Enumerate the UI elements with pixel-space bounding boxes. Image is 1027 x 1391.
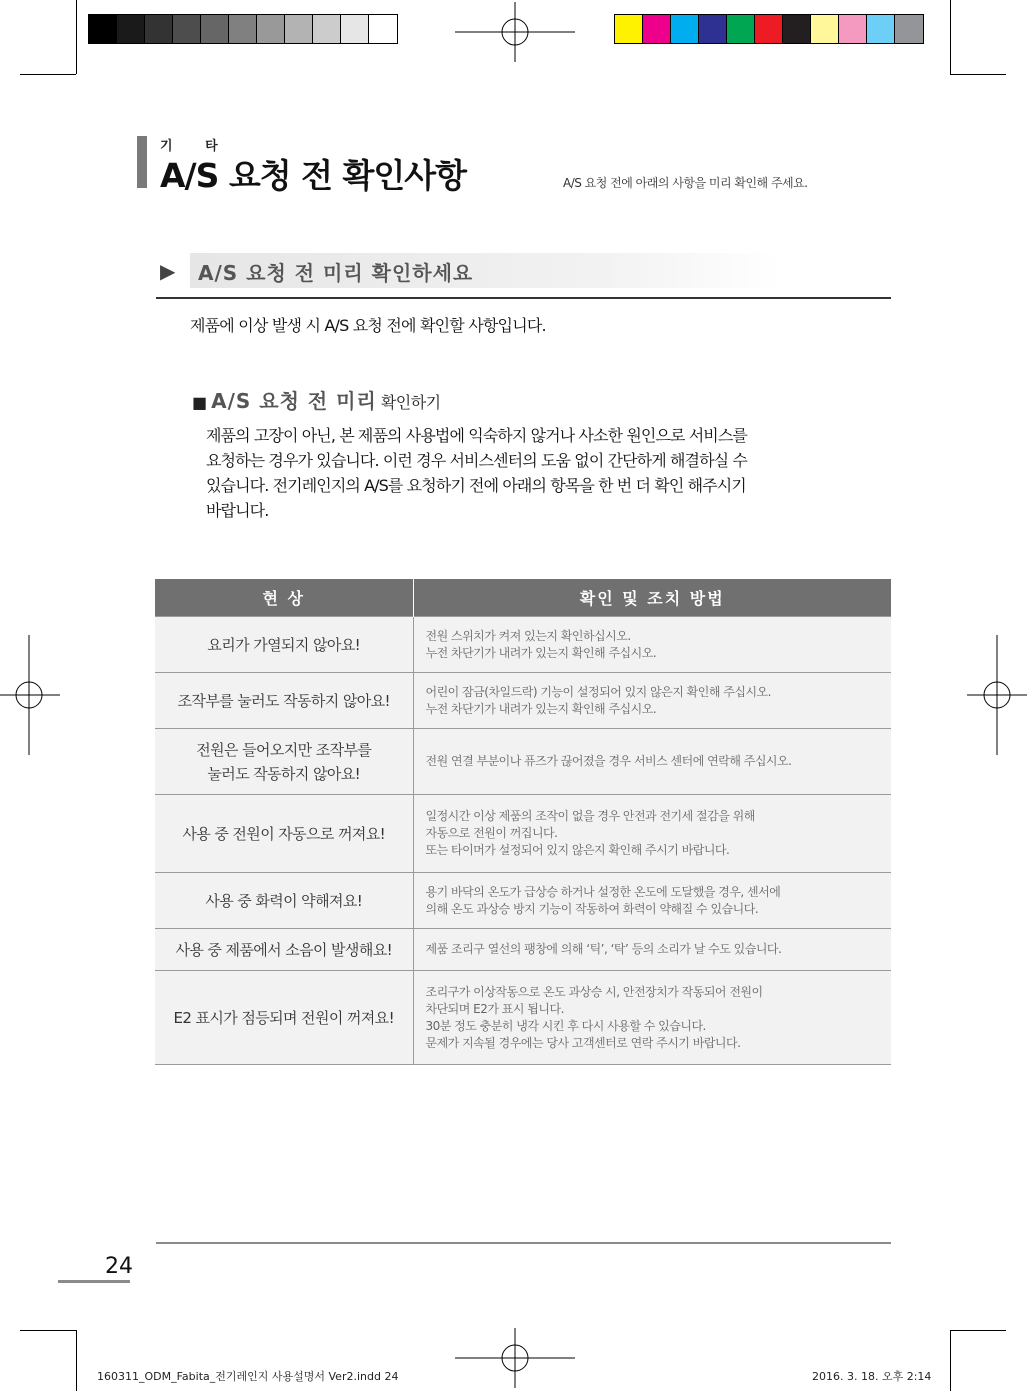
action-cell xyxy=(413,929,891,971)
table-row xyxy=(155,873,891,929)
color-swatch xyxy=(615,15,643,43)
action-text: 의해 온도 과상승 방지 기능이 작동하여 화력이 약해질 수 있습니다. xyxy=(425,901,759,916)
action-text: 제품 조리구 열선의 팽창에 의해 ‘틱’, ‘탁’ 등의 소리가 날 수도 있습니다. xyxy=(425,942,782,956)
action-text: 누전 차단기가 내려가 있는지 확인해 주십시오. xyxy=(425,645,657,660)
color-swatch xyxy=(341,15,369,43)
symptom-text: 사용 중 제품에서 소음이 발생해요! xyxy=(175,940,393,959)
symptom-text: 요리가 가열되지 않아요! xyxy=(207,635,361,654)
symptom-cell xyxy=(155,729,413,795)
page-title: A/S 요청 전 확인사항 xyxy=(160,156,466,195)
troubleshooting-table xyxy=(155,579,891,1065)
table-row xyxy=(155,729,891,795)
color-swatch xyxy=(727,15,755,43)
action-text: 자동으로 전원이 꺼집니다. xyxy=(425,826,558,840)
action-text: 30분 정도 충분히 냉각 시킨 후 다시 사용할 수 있습니다. xyxy=(425,1018,706,1033)
symptom-cell xyxy=(155,617,413,673)
action-cell xyxy=(413,873,891,929)
color-swatch xyxy=(671,15,699,43)
action-text: 조리구가 이상작동으로 온도 과상승 시, 안전장치가 작동되어 전원이 xyxy=(425,984,763,999)
process-color-bar xyxy=(614,14,924,44)
symptom-cell xyxy=(155,795,413,873)
symptom-text: 조작부를 눌러도 작동하지 않아요! xyxy=(177,691,390,710)
section-intro: 제품에 이상 발생 시 A/S 요청 전에 확인할 사항입니다. xyxy=(190,316,546,335)
print-timestamp: 2016. 3. 18. 오후 2:14 xyxy=(812,1370,932,1383)
action-text: 차단되며 E2가 표시 됩니다. xyxy=(425,1001,564,1016)
crop-mark xyxy=(950,1330,1006,1331)
color-swatch xyxy=(229,15,257,43)
triangle-right-icon: ▶ xyxy=(160,259,176,283)
registration-mark-icon xyxy=(967,635,1027,755)
action-text: 일정시간 이상 제품의 조작이 없을 경우 안전과 전기세 절감을 위해 xyxy=(425,809,755,823)
action-text: 용기 바닥의 온도가 급상승 하거나 설정한 온도에 도달했을 경우, 센서에 xyxy=(425,884,781,899)
color-swatch xyxy=(867,15,895,43)
color-swatch xyxy=(257,15,285,43)
symptom-cell xyxy=(155,929,413,971)
subsection-heading xyxy=(192,385,441,414)
symptom-text: E2 표시가 점등되며 전원이 꺼져요! xyxy=(173,1008,394,1027)
crop-mark xyxy=(950,0,951,74)
paragraph-line: 있습니다. 전기레인지의 A/S를 요청하기 전에 아래의 항목을 한 번 더 확인 해주시기 xyxy=(206,476,746,495)
color-swatch xyxy=(783,15,811,43)
registration-mark-icon xyxy=(455,1328,575,1388)
action-cell xyxy=(413,673,891,729)
color-swatch xyxy=(643,15,671,43)
file-slug: 160311_ODM_Fabita_전기레인지 사용설명서 Ver2.indd 24 xyxy=(97,1370,399,1383)
paragraph-line: 바랍니다. xyxy=(206,501,269,520)
color-swatch xyxy=(895,15,923,43)
symptom-cell xyxy=(155,873,413,929)
action-text: 또는 타이머가 설정되어 있지 않은지 확인해 주시기 바랍니다. xyxy=(425,843,730,857)
color-swatch xyxy=(201,15,229,43)
action-cell xyxy=(413,795,891,873)
subsection-title-bold: A/S 요청 전 미리 xyxy=(211,389,377,413)
action-text: 문제가 지속될 경우에는 당사 고객센터로 연락 주시기 바랍니다. xyxy=(425,1035,741,1050)
symptom-cell xyxy=(155,673,413,729)
table-row xyxy=(155,929,891,971)
table-row xyxy=(155,795,891,873)
subsection-paragraph xyxy=(206,423,866,523)
action-text: 누전 차단기가 내려가 있는지 확인해 주십시오. xyxy=(425,701,657,716)
crop-mark xyxy=(950,74,1006,75)
crop-mark xyxy=(20,1330,76,1331)
color-swatch xyxy=(699,15,727,43)
symptom-text: 전원은 들어오지만 조작부를 xyxy=(196,740,372,759)
color-swatch xyxy=(173,15,201,43)
table-row xyxy=(155,617,891,673)
page-number: 24 xyxy=(105,1254,133,1279)
square-bullet-icon: ■ xyxy=(192,393,208,412)
section-divider xyxy=(156,297,891,299)
color-swatch xyxy=(313,15,341,43)
table-header-symptom: 현 상 xyxy=(155,579,413,617)
table-header-action: 확인 및 조치 방법 xyxy=(413,579,891,617)
action-cell xyxy=(413,617,891,673)
symptom-text: 눌러도 작동하지 않아요! xyxy=(207,764,361,783)
gray-color-bar xyxy=(88,14,398,44)
action-cell xyxy=(413,971,891,1065)
symptom-text: 사용 중 화력이 약해져요! xyxy=(205,891,363,910)
page-number-underline xyxy=(58,1280,130,1283)
subsection-title-thin: 확인하기 xyxy=(380,393,441,412)
table-row xyxy=(155,673,891,729)
color-swatch xyxy=(285,15,313,43)
registration-mark-icon xyxy=(455,2,575,62)
table-row xyxy=(155,971,891,1065)
footer-divider xyxy=(156,1242,891,1244)
action-cell xyxy=(413,729,891,795)
color-swatch xyxy=(755,15,783,43)
crop-mark xyxy=(76,1330,77,1391)
color-swatch xyxy=(145,15,173,43)
title-accent-bar xyxy=(137,136,147,188)
action-text: 어린이 잠금(차일드락) 기능이 설정되어 있지 않은지 확인해 주십시오. xyxy=(425,684,771,699)
paragraph-line: 제품의 고장이 아닌, 본 제품의 사용법에 익숙하지 않거나 사소한 원인으로 서비스를 xyxy=(206,426,747,445)
color-swatch xyxy=(369,15,397,43)
crop-mark xyxy=(76,0,77,74)
symptom-cell xyxy=(155,971,413,1065)
color-swatch xyxy=(117,15,145,43)
page-subtitle: A/S 요청 전에 아래의 사항을 미리 확인해 주세요. xyxy=(563,176,808,190)
crop-mark xyxy=(20,74,76,75)
action-text: 전원 스위치가 켜져 있는지 확인하십시오. xyxy=(425,628,631,643)
category-label: 기 타 xyxy=(160,139,232,154)
action-text: 전원 연결 부분이나 퓨즈가 끊어졌을 경우 서비스 센터에 연락해 주십시오. xyxy=(425,754,792,768)
paragraph-line: 요청하는 경우가 있습니다. 이런 경우 서비스센터의 도움 없이 간단하게 해결하실 수 xyxy=(206,451,747,470)
symptom-text: 사용 중 전원이 자동으로 꺼져요! xyxy=(182,824,386,843)
section-title: A/S 요청 전 미리 확인하세요 xyxy=(198,261,474,285)
registration-mark-icon xyxy=(0,635,60,755)
crop-mark xyxy=(950,1330,951,1391)
color-swatch xyxy=(839,15,867,43)
color-swatch xyxy=(89,15,117,43)
color-swatch xyxy=(811,15,839,43)
